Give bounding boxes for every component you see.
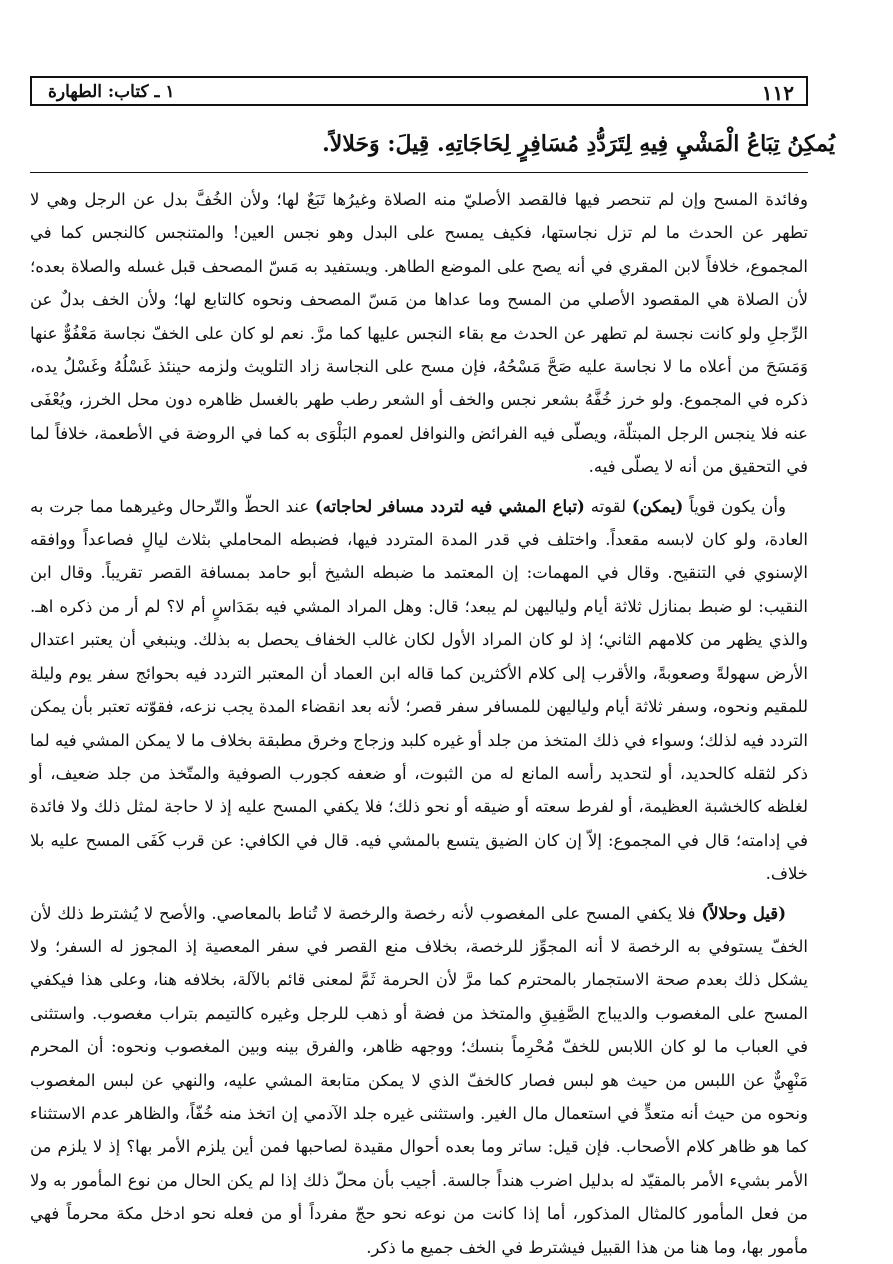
page-number: ١١٢ <box>761 81 794 105</box>
commentary-body <box>30 183 808 1257</box>
p3-quoted-term: (قيل وحلالاً) <box>701 903 786 923</box>
separator-line <box>30 172 808 173</box>
p2-quoted-term: (يمكن) <box>631 496 684 516</box>
commentary-paragraph-2 <box>30 490 808 891</box>
commentary-paragraph-1: وفائدة المسح وإن لم تنحصر فيها فالقصد الأصليّ منه الصلاة وغيرُها تَبَعٌ لها؛ ولأن الخُفَّ بدل عن الرجل وهي لا تطهر عن الحدث ما لم تزل نجاستها، فكيف يمسح على البدل وهو نجس العين! والمتنجس كالنجس كما في المجموع، خلافاً لابن المقري في أنه يصح على الموضع الطاهر. ويستفيد به مَسّ المصحف قبل غسله والصلاة بعده؛ لأن الصلاة هي المقصود الأصلي من المسح وما عداها من مَسّ المصحف ونحوه كالتابع لها؛ ولأن الخف بدلٌ عن الرِّجلِ ولو كانت نجسة لم تطهر عن الحدث مع بقاء النجس عليها كما مرَّ. نعم لو كان على الخفّ نجاسة مَعْفُوٌّ عنها وَمَسَحَ من أعلاه ما لا نجاسة عليه صَحَّ مَسْحُهُ، فإن مسح على النجاسة زاد التلويث ولزمه حينئذ غَسْلُهُ وغَسْلُ يده، ذكره في المجموع. ولو خرز خُفَّهُ بشعر نجس والخف أو الشعر رطب طهر بالغسل ظاهره دون محل الخرز، ويُعْفَى عنه فلا ينجس الرجل المبتلّة، ويصلّى فيه الفرائض والنوافل لعموم البَلْوَى به كما في الروضة في الأطعمة، خلافاً لما في التحقيق من أنه لا يصلّى فيه. <box>30 190 808 477</box>
p2-intro: وأن يكون قوياً <box>689 496 786 516</box>
commentary-paragraph-3 <box>30 897 808 1264</box>
p2-body: عند الحطّ والتّرحال وغيرهما مما جرت به العادة، ولو كان لابسه مقعداً. واختلف في قدر المدة المتردد فيها، فضبطه المحاملي بثلاث ليالٍ فصاعداً ووافقه الإسنوي في التنقيح. وقال في المهمات: إن المعتمد ما ضبطه الشيخ أبو حامد بمسافة القصر تقريباً. وقال ابن النقيب: لو ضبط بمنازل ثلاثة أيام ولياليهن لم يبعد؛ قال: وهل المراد المشي فيه بمَدَاسٍ أم لا؟ لم أر من ذكره اهـ. والذي يظهر من كلامهم الثاني؛ إذ لو كان المراد الأول لكان غالب الخفاف يحصل به بذلك. وينبغي أن يعتبر اعتدال الأرض سهولةً وصعوبةً، والأقرب إلى كلام الأكثرين كما قاله ابن العماد أن المعتبر التردد فيه بحوائج سفر يوم وليلة للمقيم ونحوه، وسفر ثلاثة أيام ولياليهن للمسافر سفر قصر؛ لأنه بعد انقضاء المدة يجب نزعه، فقوّته تعتبر بأن يمكن التردد فيه لذلك؛ وسواء في ذلك المتخذ من جلد أو غيره كلبد وزجاج وخرق مطبقة بخلاف ما لا يمكن المشي فيه لما ذكر لثقله كالحديد، أو لتحديد رأسه المانع له من الثبوت، أو ضعفه كجورب الصوفية والمتّخذ من جلد ضعيف، أو لغلظه كالخشبة العظيمة، أو لفرط سعته أو ضيقه أو نحو ذلك؛ فلا يكفي المسح عليه إذ لا حاجة لمثل ذلك ولا فائدة في إدامته؛ قال في المجموع: إلاّ إن كان الضيق يتسع بالمشي فيه. قال في الكافي: عن قرب كَفَى المسح عليه بلا خلاف. <box>30 496 808 884</box>
page-header <box>30 76 808 106</box>
p3-body: فلا يكفي المسح على المغصوب لأنه رخصة والرخصة لا تُناط بالمعاصي. والأصح لا يُشترط ذلك لأن الخفّ يستوفي به الرخصة لا أنه المجوِّز للرخصة، بخلاف منع القصر في سفر المعصية إذ المجوز له السفر؛ ولا يشكل ذلك بعدم صحة الاستجمار بالمحترم كما مرَّ لأن الحرمة ثَمَّ لمعنى قائم بالآلة، بخلافه هنا، وعلى هذا فيكفي المسح على المغصوب والديباج الصَّفِيقِ والمتخذ من فضة أو ذهب للرجل وغيره كالتيمم بتراب مغصوب. واستثنى في العباب ما لو كان اللابس للخفّ مُحْرِماً بنسك؛ ووجهه ظاهر، والفرق بينه وبين المغصوب ونحوه: أن المحرم مَنْهِيٌّ عن اللبس من حيث هو لبس فصار كالخفّ الذي لا يمكن متابعة المشي عليه، والنهي عن لبس المغصوب ونحوه من حيث أنه متعدٍّ في استعمال مال الغير. واستثنى غيره جلد الآدمي إن اتخذ منه خُفّاً، والظاهر عدم الاستثناء كما هو ظاهر كلام الأصحاب. فإن قيل: ساتر وما بعده أحوال مقيدة لصاحبها فمن أين يلزم الأمر بها؟ إذ لا يلزم من الأمر بشيء الأمر بالمقيّد له بدليل اضرب هنداً جالسة. أجيب بأن محلّ ذلك إذا لم يكن الحال من نوع المأمور به ولا من فعل المأمور كالمثال المذكور، أما إذا كانت من نوعه نحو حجّ مفرداً أو من فعله نحو ادخل مكة محرماً فهي مأمور بها، وما هنا من هذا القبيل فيشترط في الخف جميع ما ذكر. <box>30 903 808 1257</box>
matn-text: يُمكِنُ تِبَاعُ الْمَشْيِ فِيهِ لِتَرَدُّدِ مُسَافِرٍ لِحَاجَاتِهِ. قِيلَ: وَحَلالاً. <box>322 131 835 157</box>
chapter-title: ١ ـ كتاب: الطهارة <box>48 82 175 102</box>
p2-connector: لقوته <box>590 496 627 516</box>
p2-quoted-phrase: (تباع المشي فيه لتردد مسافر لحاجاته) <box>314 496 585 516</box>
